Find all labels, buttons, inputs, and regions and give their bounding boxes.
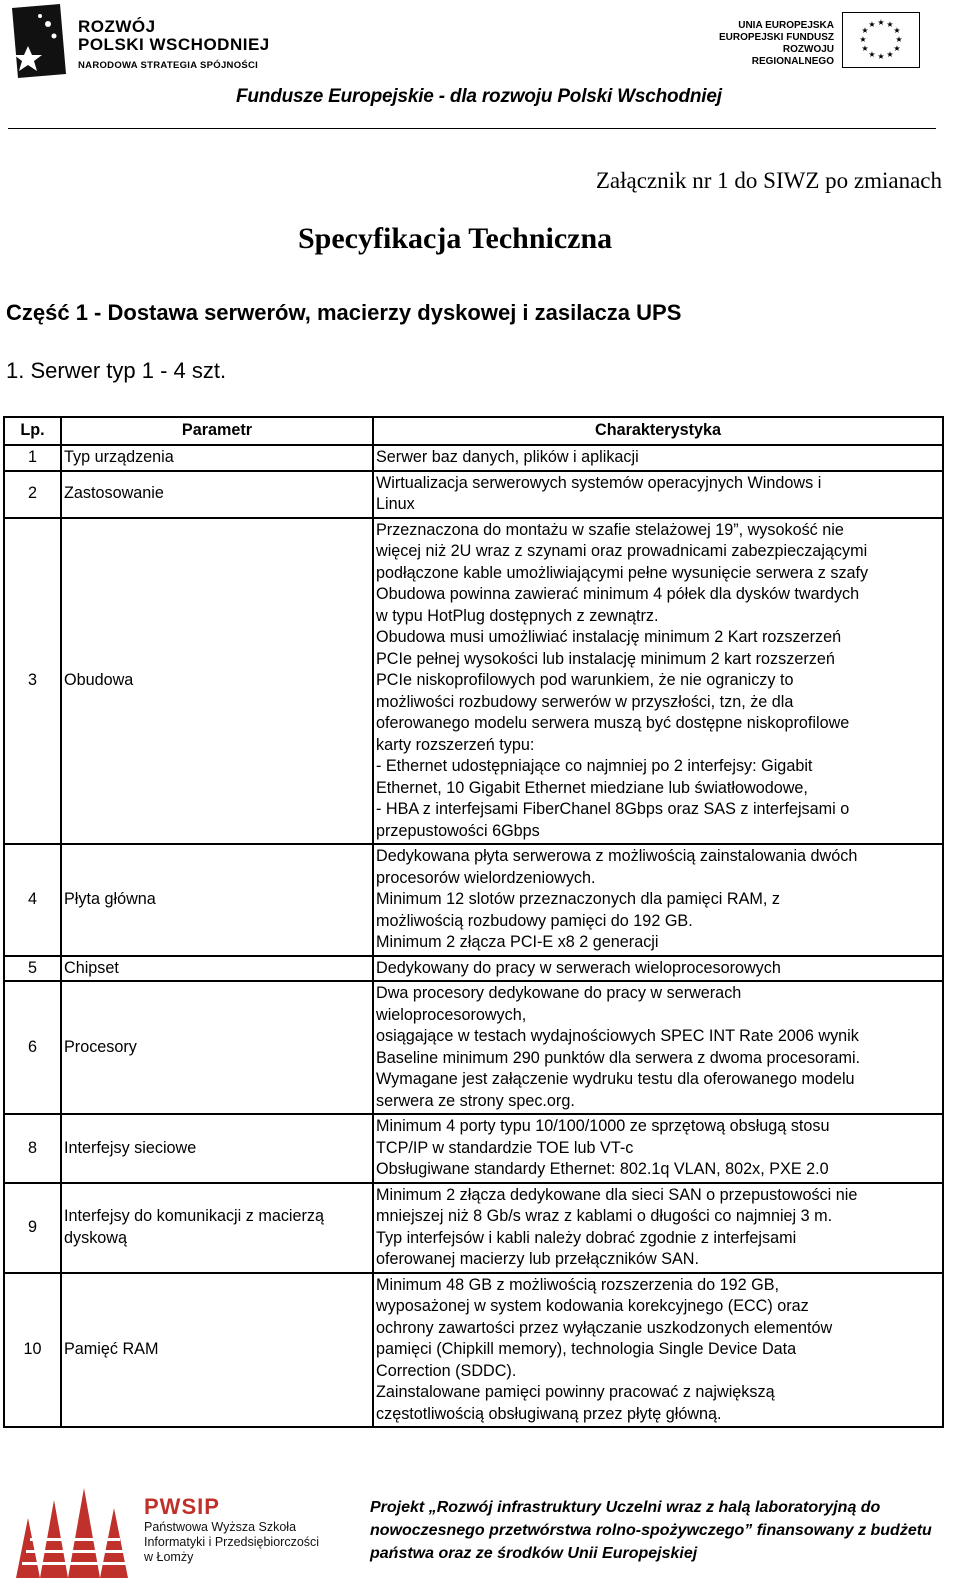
eu-text-line2: EUROPEJSKI FUNDUSZ [718,32,834,43]
project-line1: Projekt „Rozwój infrastruktury Uczelni wraz z halą laboratoryjną do [370,1499,881,1516]
star-flag-emblem-icon [8,2,70,80]
characteristic-line: w typu HotPlug dostępnych z zewnątrz. [376,606,659,625]
characteristic-line: Wirtualizacja serwerowych systemów operacyjnych Windows i [376,473,822,492]
part-title: Część 1 - Dostawa serwerów, macierzy dyskowej i zasilacza UPS [6,300,682,325]
row-characteristic [373,1114,943,1183]
row-parameter: Procesory [61,981,373,1114]
project-line3: państwa oraz ze środków Unii Europejskiej [370,1545,698,1562]
characteristic-line: możliwości rozbudowy serwerów w przyszłości, tzn, że dla [376,692,794,711]
row-number: 4 [4,844,61,956]
characteristic-line: TCP/IP w standardzie TOE lub VT-c [376,1138,634,1157]
characteristic-line: przepustowości 6Gbps [376,821,540,840]
characteristic-line: więcej niż 2U wraz z szynami oraz prowadnicami zabezpieczającymi [376,542,868,560]
characteristic-line: Ethernet, 10 Gigabit Ethernet miedziane lub światłowodowe, [376,778,808,797]
school-line1: Państwowa Wyższa Szkoła [144,1520,297,1534]
characteristic-line: oferowanego modelu serwera muszą być dostępne niskoprofilowe [376,714,850,732]
table-row [4,956,943,982]
characteristic-line: Minimum 2 złącza dedykowane dla sieci SAN o przepustowości nie [376,1185,858,1204]
table-row [4,844,943,956]
svg-text:★: ★ [868,20,876,29]
pwsip-brand: PWSIP [144,1494,220,1519]
row-number: 2 [4,471,61,518]
eu-text-line3: ROZWOJU REGIONALNEGO [751,44,834,67]
characteristic-line: osiągające w testach wydajnościowych SPEC INT Rate 2006 wynik [376,1027,859,1045]
row-number: 5 [4,956,61,982]
row-characteristic [373,981,943,1114]
row-characteristic [373,1273,943,1428]
characteristic-line: Minimum 4 porty typu 10/100/1000 ze sprzętową obsługą stosu [376,1117,830,1135]
characteristic-line: Serwer baz danych, plików i aplikacji [376,448,639,466]
row-parameter: Płyta główna [61,844,373,956]
svg-text:★: ★ [886,20,894,29]
characteristic-line: Zainstalowane pamięci powinny pracować z największą [376,1383,775,1401]
characteristic-line: Linux [376,495,415,513]
characteristic-line: Baseline minimum 290 punktów dla serwera z dwoma procesorami. [376,1048,861,1067]
characteristic-line: oferowanej macierzy lub przełączników SAN. [376,1250,699,1268]
svg-text:★: ★ [893,44,901,53]
row-characteristic [373,445,943,471]
characteristic-line: podłączone kable umożliwiającymi pełne wysunięcie serwera z szafy [376,563,869,582]
characteristic-line: pamięci (Chipkill memory), technologia Single Device Data [376,1340,797,1358]
table-row [4,1183,943,1273]
table-row [4,981,943,1114]
eu-text-line1: UNIA EUROPEJSKA [738,20,834,31]
school-line2: Informatyki i Przedsiębiorczości [144,1535,320,1549]
page-title: Specyfikacja Techniczna [298,222,613,255]
svg-text:★: ★ [877,18,885,27]
characteristic-line: PCIe niskoprofilowych pod warunkiem, że nie ograniczy to [376,671,794,689]
row-characteristic [373,518,943,845]
characteristic-line: karty rozszerzeń typu: [376,735,535,754]
annex-label: Załącznik nr 1 do SIWZ po zmianach [595,168,942,193]
project-line2: nowoczesnego przetwórstwa rolno-spożywczego” finansowany z budżetu [370,1522,932,1539]
row-characteristic [373,1183,943,1273]
svg-text:★: ★ [895,35,903,44]
characteristic-line: Minimum 48 GB z możliwością rozszerzenia do 192 GB, [376,1275,780,1294]
rozwoj-polski-wschodniej-logo [8,2,288,80]
characteristic-line: Przeznaczona do montażu w szafie stelażowej 19”, wysokość nie [376,520,844,539]
svg-text:★: ★ [886,50,894,59]
table-row [4,1273,943,1428]
characteristic-line: Correction (SDDC). [376,1361,517,1380]
row-parameter: Interfejsy do komunikacji z macierzą dyskową [61,1183,373,1273]
characteristic-line: Dedykowana płyta serwerowa z możliwością zainstalowania dwóch [376,847,858,865]
row-parameter: Zastosowanie [61,471,373,518]
characteristic-line: - Ethernet udostępniające co najmniej po 2 interfejsy: Gigabit [376,757,813,775]
row-number: 6 [4,981,61,1114]
header-divider [8,128,936,129]
row-number: 8 [4,1114,61,1183]
table-row [4,1114,943,1183]
characteristic-line: możliwością rozbudowy pamięci do 192 GB. [376,911,693,930]
header-lp: Lp. [4,417,61,445]
characteristic-line: Typ interfejsów i kabli należy dobrać zgodnie z interfejsami [376,1228,797,1247]
eu-flag-icon [842,12,920,68]
characteristic-line: Obudowa musi umożliwiać instalację minimum 2 Kart rozszerzeń [376,628,842,646]
svg-text:★: ★ [859,35,867,44]
svg-text:★: ★ [868,50,876,59]
section-subtitle: 1. Serwer typ 1 - 4 szt. [6,358,227,383]
characteristic-line: wyposażonej w system kodowania korekcyjnego (ECC) oraz [376,1297,809,1315]
row-parameter: Pamięć RAM [61,1273,373,1428]
row-characteristic [373,844,943,956]
header-char: Charakterystyka [373,417,943,445]
svg-text:★: ★ [861,44,869,53]
characteristic-line: - HBA z interfejsami FiberChanel 8Gbps oraz SAS z interfejsami o [376,800,850,818]
characteristic-line: wieloprocesorowych, [376,1005,527,1024]
eu-logo-text [700,20,834,68]
characteristic-line: Dedykowany do pracy w serwerach wieloprocesorowych [376,958,781,977]
row-parameter: Obudowa [61,518,373,845]
row-number: 10 [4,1273,61,1428]
header-param: Parametr [61,417,373,445]
characteristic-line: ochrony zawartości przez wyłączanie uszkodzonych elementów [376,1318,833,1337]
characteristic-line: procesorów wielordzeniowych. [376,868,596,887]
row-characteristic [373,471,943,518]
page-header [0,0,960,140]
page-footer [0,1470,960,1595]
table-body [4,445,943,1427]
eu-logo [700,12,940,70]
row-number: 3 [4,518,61,845]
row-parameter: Typ urządzenia [61,445,373,471]
project-note [370,1496,950,1565]
row-parameter: Interfejsy sieciowe [61,1114,373,1183]
logo-text-line2: POLSKI WSCHODNIEJ [78,35,270,54]
characteristic-line: Obsługiwane standardy Ethernet: 802.1q VLAN, 802x, PXE 2.0 [376,1160,829,1178]
slogan: Fundusze Europejskie - dla rozwoju Polski Wschodniej [236,86,722,107]
svg-text:★: ★ [893,26,901,35]
school-line3: w Łomży [144,1550,194,1564]
row-number: 9 [4,1183,61,1273]
characteristic-line: Minimum 12 slotów przeznaczonych dla pamięci RAM, z [376,890,780,908]
characteristic-line: częstotliwością obsługiwaną przez płytę główną. [376,1404,722,1423]
characteristic-line: serwera ze strony spec.org. [376,1091,575,1110]
table-row [4,518,943,845]
logo-text-main [78,18,270,54]
row-number: 1 [4,445,61,471]
logo-text-line3: NARODOWA STRATEGIA SPÓJNOŚCI [78,60,259,71]
spec-table [3,416,944,1428]
characteristic-line: Minimum 2 złącza PCI-E x8 2 generacji [376,933,659,951]
characteristic-line: Dwa procesory dedykowane do pracy w serwerach [376,984,742,1002]
table-header-row [4,417,943,445]
characteristic-line: Obudowa powinna zawierać minimum 4 półek dla dysków twardych [376,585,860,603]
characteristic-line: PCIe pełnej wysokości lub instalację minimum 2 kart rozszerzeń [376,649,835,668]
table-row [4,471,943,518]
row-parameter: Chipset [61,956,373,982]
characteristic-line: mniejszej niż 8 Gb/s wraz z kablami o długości co najmniej 3 m. [376,1207,833,1225]
svg-text:★: ★ [877,52,885,61]
pwsip-emblem-icon [10,1478,136,1583]
svg-text:★: ★ [861,26,869,35]
row-characteristic [373,956,943,982]
characteristic-line: Wymagane jest załączenie wydruku testu dla oferowanego modelu [376,1070,855,1088]
logo-text-line1: ROZWÓJ [78,17,156,36]
table-row [4,445,943,471]
school-name [144,1520,319,1565]
